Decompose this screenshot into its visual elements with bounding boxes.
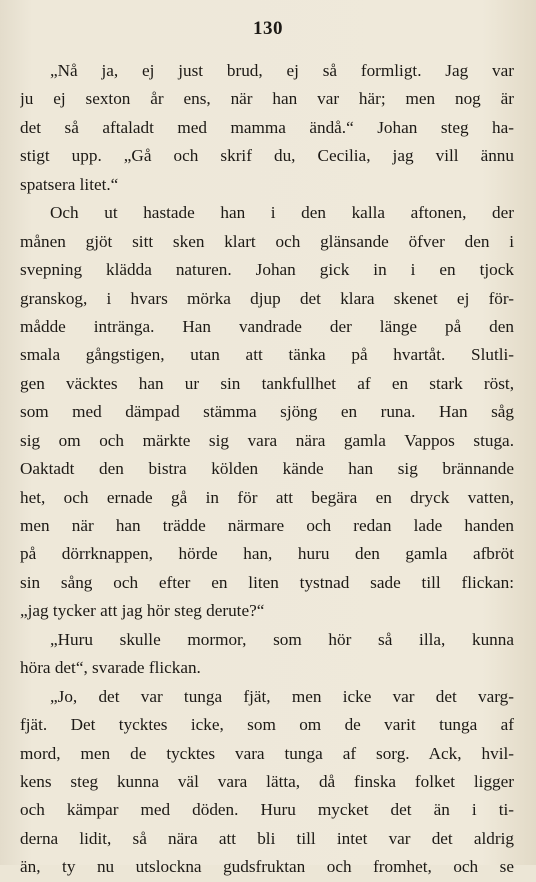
text-line: „jag tycker att jag hör steg derute?“ bbox=[20, 601, 265, 621]
text-line: „Jo, det var tunga fjät, men icke var det varg- bbox=[50, 686, 514, 706]
text-line: och kämpar med döden. Huru mycket det än i ti- bbox=[20, 800, 514, 820]
text-line: derna lidit, så nära att bli till intet var det aldrig bbox=[20, 828, 514, 848]
text-line: än, ty nu utslocknа gudsfruktan och fromhet, och se bbox=[20, 857, 514, 877]
text-line: kens steg kunna väl vara lätta, då finska folket ligger bbox=[20, 771, 514, 791]
page-number: 130 bbox=[253, 18, 283, 39]
text-line: „Nå ja, ej just brud, ej så formligt. Jag var bbox=[50, 61, 514, 80]
text-line: „Huru skulle mormor, som hör så illa, kunna bbox=[50, 629, 514, 649]
text-line: granskog, i hvars mörka djup det klara skenet ej för- bbox=[20, 288, 514, 308]
text-line: höra det“, svarade flickan. bbox=[20, 658, 201, 678]
text-line: men när han trädde närmare och redan lade handen bbox=[20, 516, 514, 535]
text-line: Oaktadt den bistra kölden kände han sig brännande bbox=[20, 459, 514, 479]
text-line: stigt upp. „Gå och skrif du, Cecilia, jag vill ännu bbox=[20, 146, 514, 166]
text-line: mådde intränga. Han vandrade der länge på den bbox=[20, 316, 514, 336]
text-line: fjät. Det tycktes icke, som om de varit tunga af bbox=[20, 715, 514, 735]
text-line: sig om och märkte sig vara nära gamla Vappos stuga. bbox=[20, 430, 514, 450]
body-text bbox=[20, 57, 514, 882]
text-line: svepning klädda naturen. Johan gick in i en tjock bbox=[20, 260, 514, 280]
text-line: smala gångstigen, utan att tänka på hvartåt. Slutli- bbox=[20, 345, 514, 365]
text-line: sin sång och efter en liten tystnad sade till flickan: bbox=[20, 572, 514, 592]
text-line: månen gjöt sitt sken klart och glänsande öfver den i bbox=[20, 231, 514, 251]
text-line: på dörrknappen, hörde han, huru den gamla afbröt bbox=[20, 544, 514, 564]
text-line: het, och ernade gå in för att begära en dryck vatten, bbox=[20, 487, 514, 507]
text-line: ju ej sexton år ens, när han var här; men nog är bbox=[20, 89, 514, 109]
text-line: mord, men de tycktes vara tunga af sorg. Ack, hvil- bbox=[20, 743, 514, 763]
text-line: som med dämpad stämma sjöng en runa. Han såg bbox=[20, 402, 514, 422]
text-line: det så aftaladt med mamma ändå.“ Johan steg ha- bbox=[20, 117, 514, 137]
text-line: spatsera litet.“ bbox=[20, 174, 119, 194]
text-line: Och ut hastade han i den kalla aftonen, der bbox=[50, 203, 514, 223]
text-line: gen väcktes han ur sin tankfullhet af en stark röst, bbox=[20, 373, 514, 393]
